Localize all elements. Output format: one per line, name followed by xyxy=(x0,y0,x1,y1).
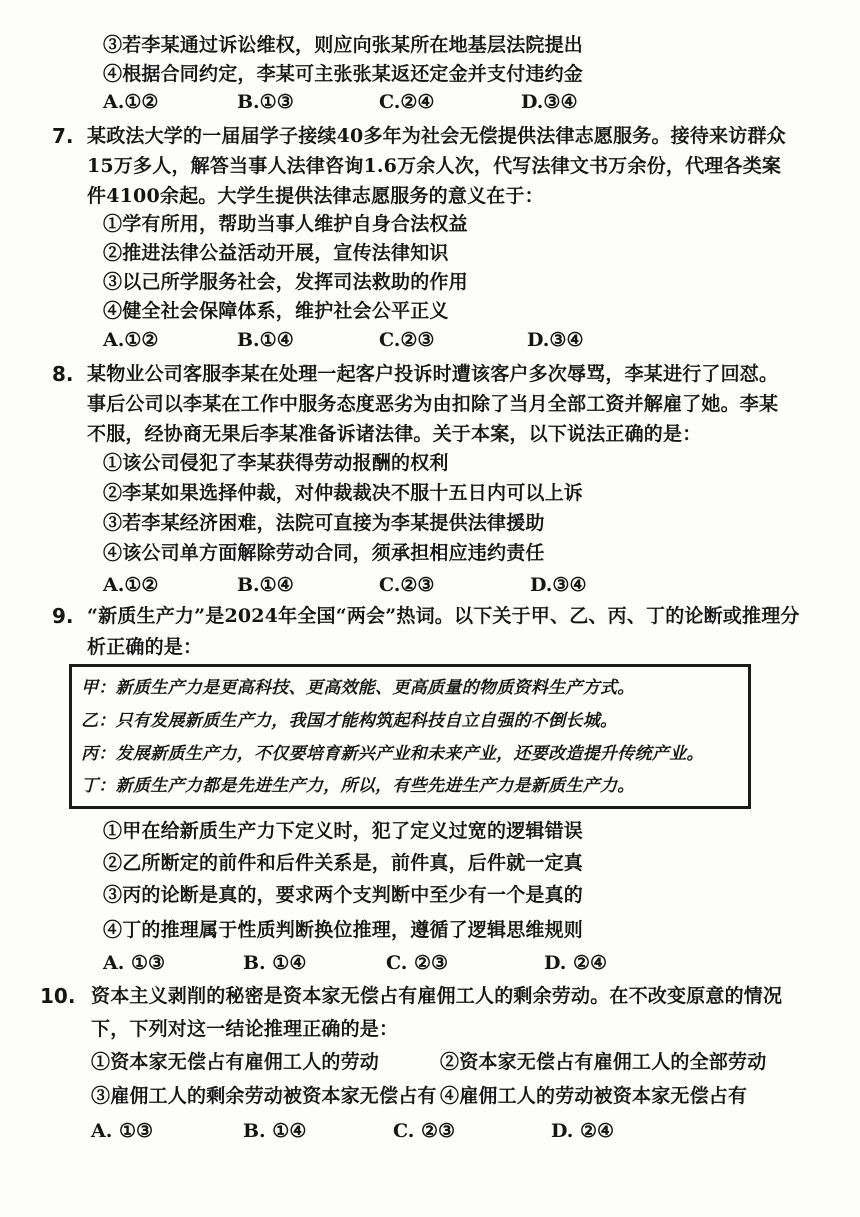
q10-option-b: B. ①④ xyxy=(243,1120,307,1142)
q10-stem-2: 下，下列对这一结论推理正确的是： xyxy=(91,1018,399,1040)
q9-statement-bing: 丙：发展新质生产力，不仅要培育新兴产业和未来产业，还要改造提升传统产业。 xyxy=(81,744,704,764)
q10-option-a: A. ①③ xyxy=(91,1120,154,1142)
q9-item-2: ②乙所断定的前件和后件关系是，前件真，后件就一定真 xyxy=(103,852,584,874)
q8-stem-1: 某物业公司客服李某在处理一起客户投诉时遭该客户多次辱骂，李某进行了回怼。 xyxy=(87,363,779,385)
q9-option-b: B. ①④ xyxy=(243,952,307,974)
q9-stem-2: 析正确的是： xyxy=(87,636,203,658)
q7-stem-1: 某政法大学的一届届学子接续40多年为社会无偿提供法律志愿服务。接待来访群众 xyxy=(87,125,786,147)
q9-item-4: ④丁的推理属于性质判断换位推理，遵循了逻辑思维规则 xyxy=(103,919,584,941)
q8-option-d: D.③④ xyxy=(530,574,587,596)
q7-option-b: B.①④ xyxy=(237,329,294,351)
q10-option-c: C. ②③ xyxy=(393,1120,456,1142)
q7-item-1: ①学有所用，帮助当事人维护自身合法权益 xyxy=(103,213,468,235)
q7-item-2: ②推进法律公益活动开展，宣传法律知识 xyxy=(103,242,449,264)
q7-option-a: A.①② xyxy=(103,329,159,351)
q9-statement-ding: 丁：新质生产力都是先进生产力，所以，有些先进生产力是新质生产力。 xyxy=(81,776,635,796)
q10-item-3: ③雇佣工人的剩余劳动被资本家无偿占有 xyxy=(91,1085,437,1107)
prev-option-a: A.①② xyxy=(103,91,159,113)
q7-number: 7. xyxy=(52,124,74,148)
prev-item-4: ④根据合同约定，李某可主张张某返还定金并支付违约金 xyxy=(103,63,584,85)
q8-item-2: ②李某如果选择仲裁，对仲裁裁决不服十五日内可以上诉 xyxy=(103,482,584,504)
q9-number: 9. xyxy=(52,604,74,628)
q7-option-d: D.③④ xyxy=(527,329,584,351)
q9-stem-1: “新质生产力”是2024年全国“两会”热词。以下关于甲、乙、丙、丁的论断或推理分 xyxy=(87,605,800,627)
prev-item-3: ③若李某通过诉讼维权，则应向张某所在地基层法院提出 xyxy=(103,34,584,56)
q8-stem-3: 不服，经协商无果后李某准备诉诸法律。关于本案，以下说法正确的是： xyxy=(87,423,702,445)
q9-option-d: D. ②④ xyxy=(544,952,608,974)
q8-item-4: ④该公司单方面解除劳动合同，须承担相应违约责任 xyxy=(103,542,545,564)
q8-number: 8. xyxy=(52,362,74,386)
q8-option-b: B.①④ xyxy=(237,574,294,596)
q9-statement-yi: 乙：只有发展新质生产力，我国才能构筑起科技自立自强的不倒长城。 xyxy=(81,711,618,731)
q9-option-c: C. ②③ xyxy=(386,952,449,974)
q7-option-c: C.②③ xyxy=(379,329,435,351)
q9-item-3: ③丙的论断是真的，要求两个支判断中至少有一个是真的 xyxy=(103,884,584,906)
q10-number: 10. xyxy=(40,984,76,1008)
q10-item-2: ②资本家无偿占有雇佣工人的全部劳动 xyxy=(440,1051,767,1073)
q9-statements-box xyxy=(69,664,751,809)
q7-stem-3: 件4100余起。大学生提供法律志愿服务的意义在于： xyxy=(87,185,544,207)
prev-option-c: C.②④ xyxy=(379,91,435,113)
q9-item-1: ①甲在给新质生产力下定义时，犯了定义过宽的逻辑错误 xyxy=(103,820,584,842)
q8-option-a: A.①② xyxy=(103,574,159,596)
q7-stem-2: 15万多人，解答当事人法律咨询1.6万余人次，代写法律文书万余份，代理各类案 xyxy=(87,155,782,177)
prev-option-b: B.①③ xyxy=(237,91,294,113)
q7-item-3: ③以己所学服务社会，发挥司法救助的作用 xyxy=(103,271,468,293)
q10-option-d: D. ②④ xyxy=(551,1120,615,1142)
q10-stem-1: 资本主义剥削的秘密是资本家无偿占有雇佣工人的剩余劳动。在不改变原意的情况 xyxy=(91,985,783,1007)
q8-stem-2: 事后公司以李某在工作中服务态度恶劣为由扣除了当月全部工资并解雇了她。李某 xyxy=(87,393,779,415)
q8-option-c: C.②③ xyxy=(379,574,435,596)
prev-option-d: D.③④ xyxy=(521,91,578,113)
q8-item-3: ③若李某经济困难，法院可直接为李某提供法律援助 xyxy=(103,512,545,534)
q10-item-1: ①资本家无偿占有雇佣工人的劳动 xyxy=(91,1051,380,1073)
q8-item-1: ①该公司侵犯了李某获得劳动报酬的权利 xyxy=(103,452,449,474)
q9-option-a: A. ①③ xyxy=(103,952,166,974)
q7-item-4: ④健全社会保障体系，维护社会公平正义 xyxy=(103,300,449,322)
q10-item-4: ④雇佣工人的劳动被资本家无偿占有 xyxy=(440,1085,748,1107)
q9-statement-jia: 甲：新质生产力是更高科技、更高效能、更高质量的物质资料生产方式。 xyxy=(81,678,635,698)
